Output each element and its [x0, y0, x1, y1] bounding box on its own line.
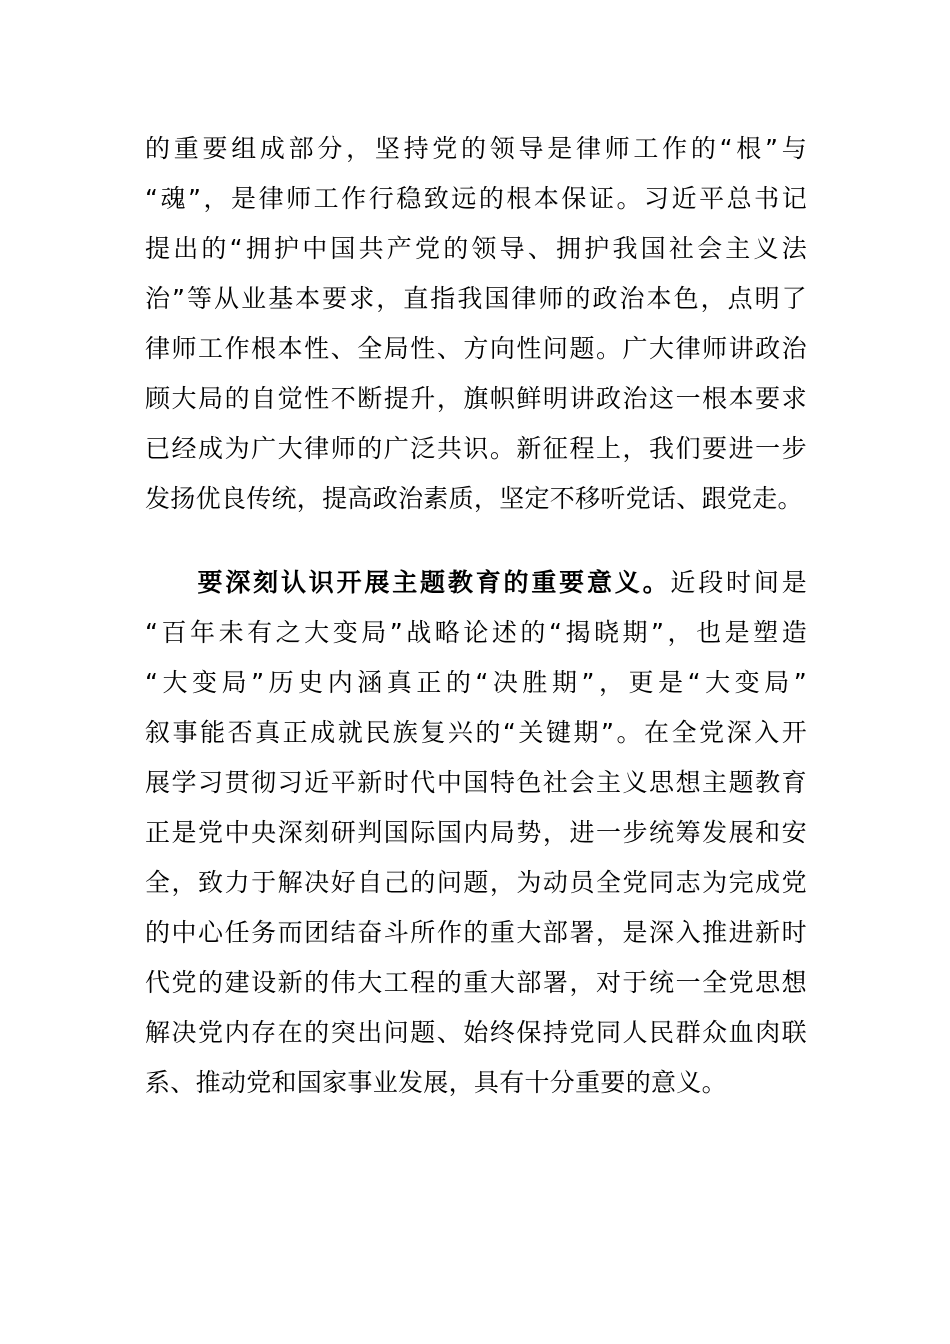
text-line: 解决党内存在的突出问题、始终保持党同人民群众血肉联	[145, 1018, 807, 1047]
document-page	[145, 124, 807, 1108]
paragraph-political-leadership	[145, 124, 807, 524]
text-line: “大变局”历史内涵真正的“决胜期”，更是“大变局”	[145, 668, 807, 697]
text-line: 已经成为广大律师的广泛共识。新征程上，我们要进一步	[145, 434, 807, 463]
text-line: 展学习贯彻习近平新时代中国特色社会主义思想主题教育	[145, 768, 807, 797]
text-line: 顾大局的自觉性不断提升，旗帜鲜明讲政治这一根本要求	[145, 384, 807, 413]
text-line: 叙事能否真正成就民族复兴的“关键期”。在全党深入开	[145, 718, 807, 747]
text-line: 代党的建设新的伟大工程的重大部署，对于统一全党思想	[145, 968, 807, 997]
text-line: 系、推动党和国家事业发展，具有十分重要的意义。	[145, 1068, 727, 1097]
text-line: 提出的“拥护中国共产党的领导、拥护我国社会主义法	[145, 234, 807, 263]
paragraph-theme-education	[145, 558, 807, 1108]
text-line: 全，致力于解决好自己的问题，为动员全党同志为完成党	[145, 868, 807, 897]
text-line: 的重要组成部分，坚持党的领导是律师工作的“根”与	[145, 134, 807, 163]
text-line: 治”等从业基本要求，直指我国律师的政治本色，点明了	[145, 284, 807, 313]
text-line: 律师工作根本性、全局性、方向性问题。广大律师讲政治	[145, 334, 807, 363]
text-line: 正是党中央深刻研判国际国内局势，进一步统筹发展和安	[145, 818, 807, 847]
text-line: 的中心任务而团结奋斗所作的重大部署，是深入推进新时	[145, 918, 807, 947]
text-line: “百年未有之大变局”战略论述的“揭晓期”，也是塑造	[145, 618, 807, 647]
paragraph-heading: 要深刻认识开展主题教育的重要意义。	[195, 568, 671, 597]
heading-continuation: 近段时间是	[670, 568, 807, 597]
text-line: “魂”，是律师工作行稳致远的根本保证。习近平总书记	[145, 184, 807, 213]
text-line-first	[145, 558, 807, 608]
paragraph-spacer	[145, 524, 807, 558]
text-line: 发扬优良传统，提高政治素质，坚定不移听党话、跟党走。	[145, 484, 803, 513]
